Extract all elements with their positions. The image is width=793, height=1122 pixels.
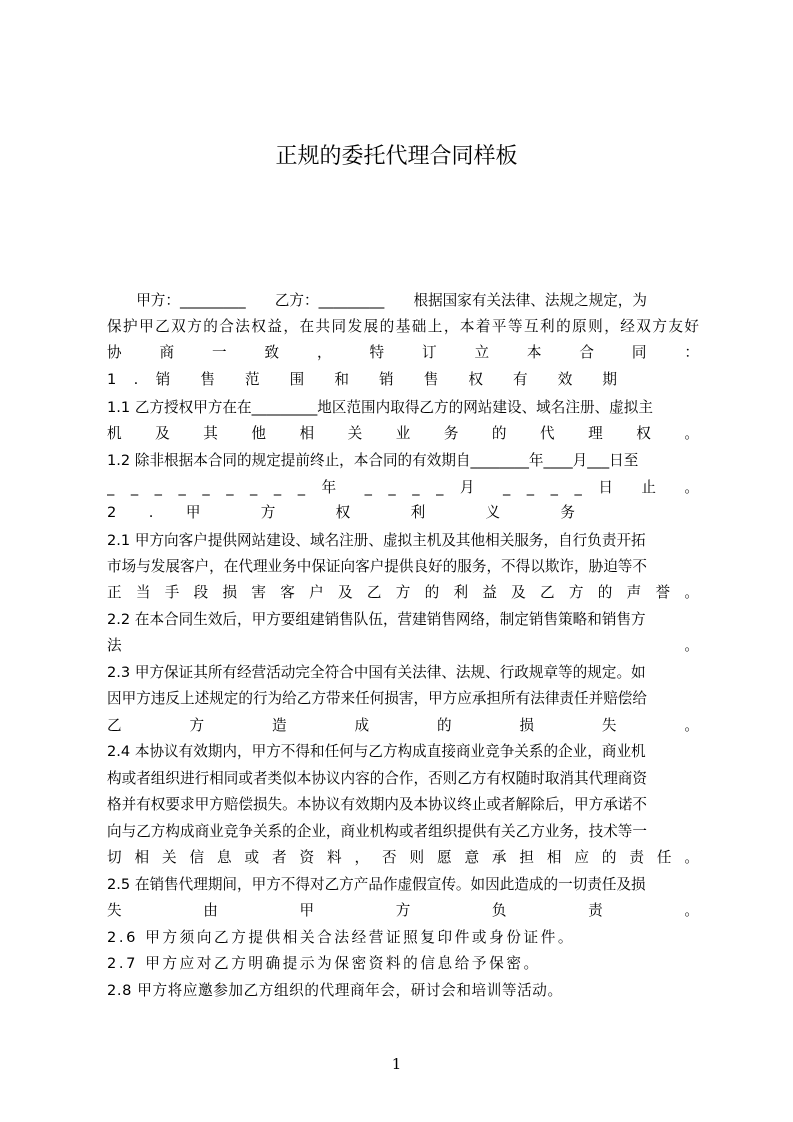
body-line: 2.5 在销售代理期间，甲方不得对乙方产品作虚假宣传。如因此造成的一切责任及损 <box>107 876 646 893</box>
body-line: _ _ _ _ _ _ _ _ _ 年 _ _ _ _ 月 _ _ _ _ 日 止 。 <box>107 479 699 496</box>
body-line: 2.7 甲方应对乙方明确提示为保密资料的信息给予保密。 <box>107 955 541 972</box>
body-line: 2.6 甲方须向乙方提供相关合法经营证照复印件或身份证件。 <box>107 929 576 946</box>
body-line: 法 。 <box>107 637 699 654</box>
page-number: 1 <box>391 1055 402 1073</box>
body-line: 2.1 甲方向客户提供网站建设、域名注册、虚拟主机及其他相关服务，自行负责开拓 <box>107 532 646 549</box>
body-line: 失 由 甲 方 负 责 。 <box>107 902 699 919</box>
body-line: 机 及 其 他 相 关 业 务 的 代 理 权 。 <box>107 425 699 442</box>
document-title: 正规的委托代理合同样板 <box>275 144 518 169</box>
body-line: 2.2 在本合同生效后，甲方要组建销售队伍，营建销售网络，制定销售策略和销售方 <box>107 611 646 628</box>
body-line: 2.4 本协议有效期内，甲方不得和任何与乙方构成直接商业竞争关系的企业，商业机 <box>107 743 646 760</box>
section-heading: 2 . 甲 方 权 利 义 务 <box>107 504 575 521</box>
section-heading: 1 . 销 售 范 围 和 销 售 权 有 效 期 <box>107 371 617 388</box>
body-line: 格并有权要求甲方赔偿损失。本协议有效期内及本协议终止或者解除后，甲方承诺不 <box>107 796 647 813</box>
body-line: 构或者组织进行相同或者类似本协议内容的合作，否则乙方有权随时取消其代理商资 <box>107 770 647 787</box>
body-line: 2.3 甲方保证其所有经营活动完全符合中国有关法律、法规、行政规章等的规定。如 <box>107 664 646 681</box>
body-line: 正 当 手 段 损 害 客 户 及 乙 方 的 利 益 及 乙 方 的 声 誉 。 <box>107 584 699 601</box>
body-line: 1.2 除非根据本合同的规定提前终止，本合同的有效期自________年____月___日至 <box>107 452 639 469</box>
body-line: 保护甲乙双方的合法权益，在共同发展的基础上，本着平等互利的原则，经双方友好 <box>107 318 699 335</box>
body-line: 因甲方违反上述规定的行为给乙方带来任何损害，甲方应承担所有法律责任并赔偿给 <box>107 690 647 707</box>
body-line: 协 商 一 致 ， 特 订 立 本 合 同 ： <box>107 344 699 361</box>
body-line: 向与乙方构成商业竞争关系的企业，商业机构或者组织提供有关乙方业务，技术等一 <box>107 823 647 840</box>
body-line: 2.8 甲方将应邀参加乙方组织的代理商年会，研讨会和培训等活动。 <box>107 982 563 999</box>
body-line: 市场与发展客户，在代理业务中保证向客户提供良好的服务，不得以欺诈，胁迫等不 <box>107 558 647 575</box>
body-line: 甲方：_________ 乙方：_________ 根据国家有关法律、法规之规定，为 <box>107 292 647 309</box>
body-line: 乙 方 造 成 的 损 失 。 <box>107 717 699 734</box>
body-line: 切 相 关 信 息 或 者 资 料 ， 否 则 愿 意 承 担 相 应 的 责 任 。 <box>107 849 699 866</box>
body-line: 1.1 乙方授权甲方在在_________地区范围内取得乙方的网站建设、域名注册、虚拟主 <box>107 399 653 416</box>
